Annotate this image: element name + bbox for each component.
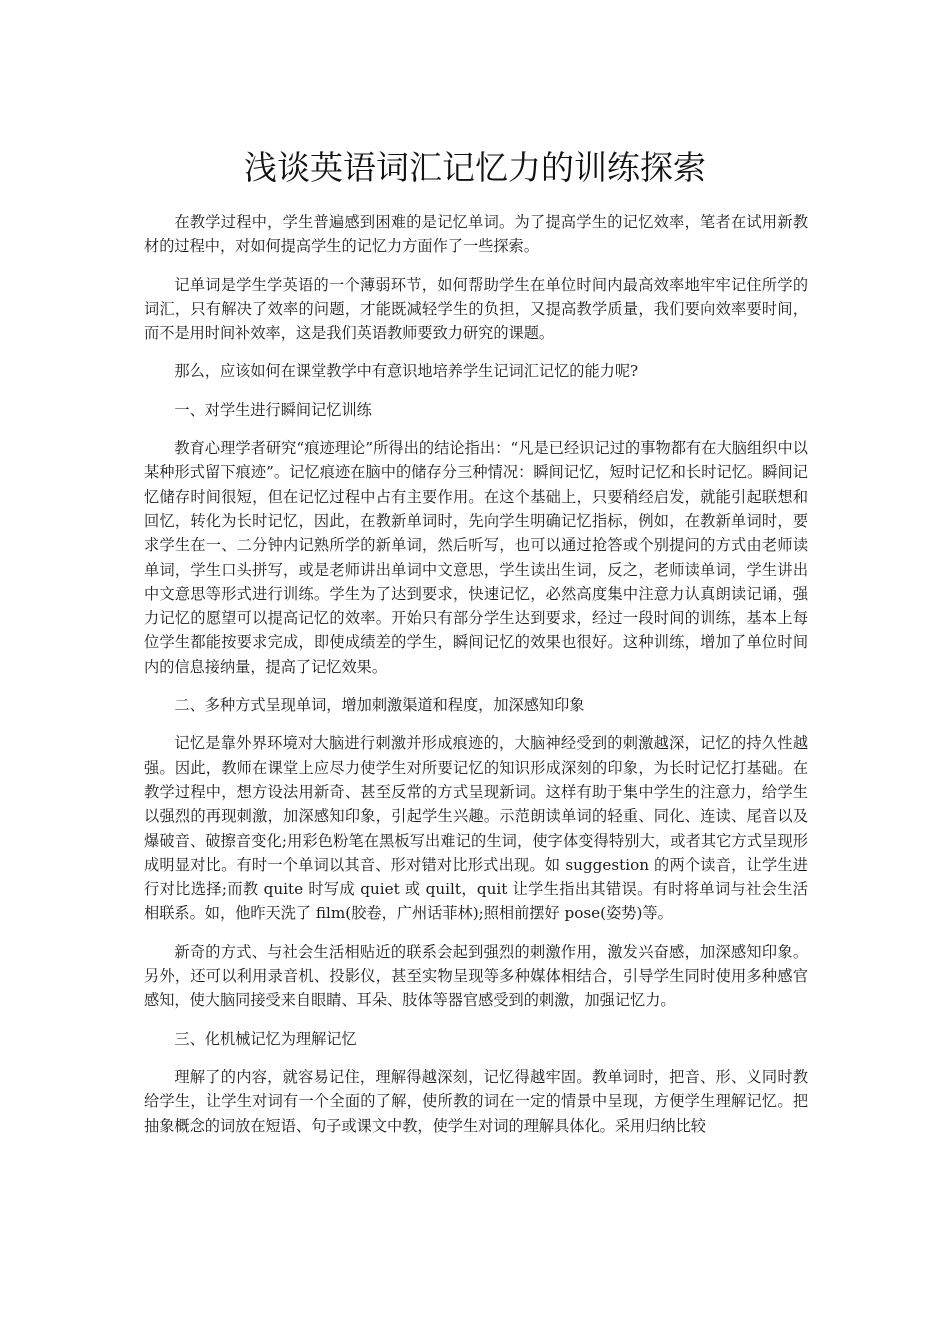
paragraph-weak-link: 记单词是学生学英语的一个薄弱环节，如何帮助学生在单位时间内最高效率地牢牢记住所学的词汇，只有解决了效率的问题，才能既减轻学生的负担，又提高教学质量，我们要向效率要时间，而不是用时间补效率，这是我们英语教师要致力研究的课题。	[144, 275, 808, 343]
document-title: 浅谈英语词汇记忆力的训练探索	[244, 148, 706, 187]
paragraph-intro: 在教学过程中，学生普遍感到困难的是记忆单词。为了提高学生的记忆效率，笔者在试用新教材的过程中，对如何提高学生的记忆力方面作了一些探索。	[144, 213, 808, 256]
paragraph-novel-methods: 新奇的方式、与社会生活相贴近的联系会起到强烈的刺激作用，激发兴奋感，加深感知印象。另外，还可以利用录音机、投影仪，甚至实物呈现等多种媒体相结合，引导学生同时使用多种感官感知，使大脑同接受来自眼睛、耳朵、肢体等器官感受到的刺激，加强记忆力。	[144, 942, 808, 1010]
section-heading-3: 三、化机械记忆为理解记忆	[174, 1029, 357, 1048]
section-heading-1: 一、对学生进行瞬间记忆训练	[174, 400, 372, 419]
section-heading-2: 二、多种方式呈现单词，增加刺激渠道和程度，加深感知印象	[174, 696, 585, 715]
paragraph-question: 那么，应该如何在课堂教学中有意识地培养学生记词汇记忆的能力呢?	[174, 362, 639, 381]
paragraph-understanding: 理解了的内容，就容易记住，理解得越深刻，记忆得越牢固。教单词时，把音、形、义同时教给学生，让学生对词有一个全面的了解，使所教的词在一定的情景中呈现，方便学生理解记忆。把抽象概念的词放在短语、句子或课文中教，使学生对词的理解具体化。采用归纳比较	[144, 1067, 808, 1135]
document-body	[144, 210, 808, 1152]
paragraph-stimulation: 记忆是靠外界环境对大脑进行刺激并形成痕迹的，大脑神经受到的刺激越深，记忆的持久性越强。因此，教师在课堂上应尽力使学生对所要记忆的知识形成深刻的印象，为长时记忆打基础。在教学过程中，想方设法用新奇、甚至反常的方式呈现新词。这样有助于集中学生的注意力，给学生以强烈的再现刺激，加深感知印象，引起学生兴趣。示范朗读单词的轻重、同化、连读、尾音以及爆破音、破擦音变化;用彩色粉笔在黑板写出难记的生词，使字体变得特别大，或者其它方式呈现形成明显对比。有时一个单词以其音、形对错对比形式出现。如 suggestion 的两个读音，让学生进行对比选择;而教 quite 时写成 quiet 或 quilt，quit 让学生指出其错误。有时将单词与社会生活相联系。如，他昨天洗了 film(胶卷，广州话菲林);照相前摆好 pose(姿势)等。	[144, 734, 808, 923]
paragraph-instant-memory: 教育心理学者研究“痕迹理论”所得出的结论指出：“凡是已经识记过的事物都有在大脑组织中以某种形式留下痕迹”。记忆痕迹在脑中的储存分三种情况：瞬间记忆，短时记忆和长时记忆。瞬间记忆储存时间很短，但在记忆过程中占有主要作用。在这个基础上，只要稍经启发，就能引起联想和回忆，转化为长时记忆，因此，在教新单词时，先向学生明确记忆指标，例如，在教新单词时，要求学生在一、二分钟内记熟所学的新单词，然后听写，也可以通过抢答或个别提问的方式由老师读单词，学生口头拼写，或是老师讲出单词中文意思，学生读出生词，反之，老师读单词，学生讲出中文意思等形式进行训练。学生为了达到要求，快速记忆，必然高度集中注意力认真朗读记诵，强力记忆的愿望可以提高记忆的效率。开始只有部分学生达到要求，经过一段时间的训练，基本上每位学生都能按要求完成，即使成绩差的学生，瞬间记忆的效果也很好。这种训练，增加了单位时间内的信息接纳量，提高了记忆效果。	[144, 439, 808, 676]
